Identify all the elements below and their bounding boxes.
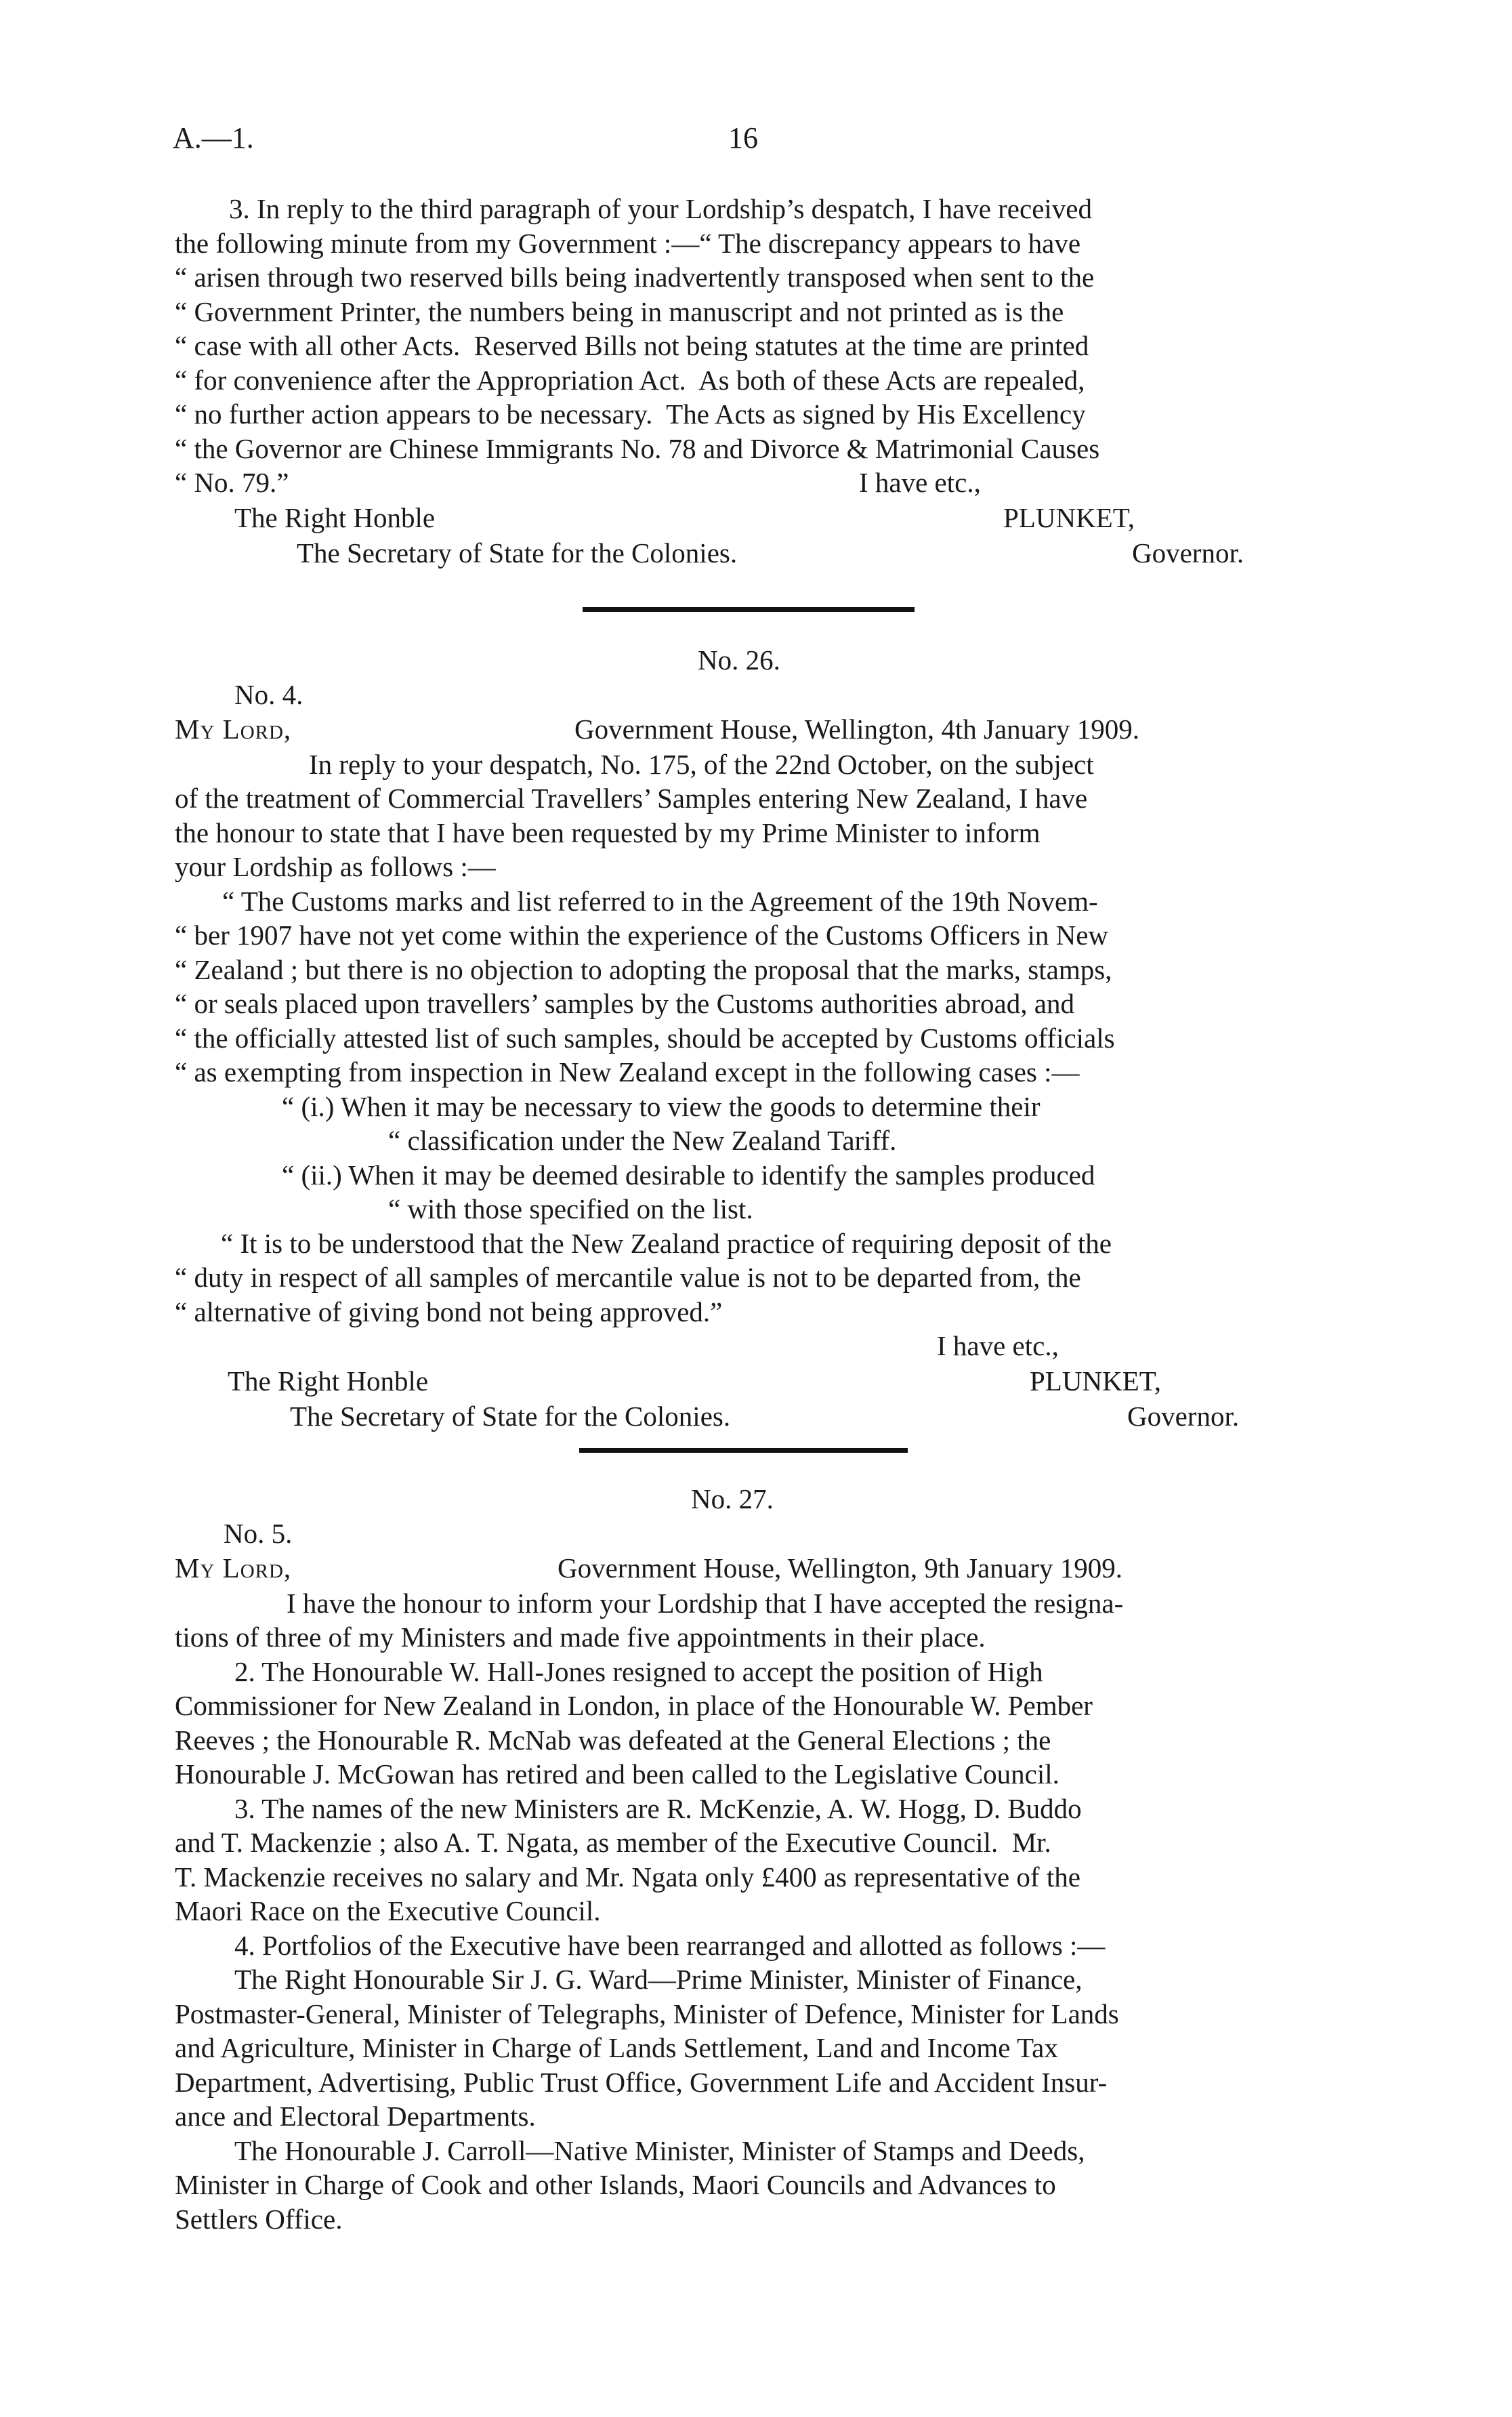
closing-phrase: I have etc.,: [859, 467, 981, 498]
salutation: My Lord,: [175, 713, 292, 745]
section-divider: [579, 1448, 908, 1453]
text-line: 3. In reply to the third paragraph of your Lordship’s despatch, I have received: [229, 193, 1092, 224]
text-line: and Agriculture, Minister in Charge of Lands Settlement, Land and Income Tax: [175, 2032, 1058, 2063]
quote-line: “ as exempting from inspection in New Zealand except in the following cases :—: [175, 1056, 1080, 1088]
section-no27: [175, 1516, 1326, 2236]
place-date: Government House, Wellington, 9th January 1909.: [558, 1552, 1123, 1584]
section-divider: [583, 607, 915, 612]
text-line: 4. Portfolios of the Executive have been rearranged and allotted as follows :—: [234, 1929, 1106, 1961]
signature: PLUNKET,: [1003, 502, 1135, 533]
section-no26: [175, 678, 1326, 1434]
quote-line: “ ber 1907 have not yet come within the experience of the Customs Officers in New: [175, 920, 1109, 951]
text-line: ance and Electoral Departments.: [175, 2101, 536, 2132]
text-line: In reply to your despatch, No. 175, of the 22nd October, on the subject: [309, 748, 1094, 780]
text-line: the following minute from my Government :—“ The discrepancy appears to have: [175, 227, 1081, 259]
text-line: your Lordship as follows :—: [175, 851, 496, 882]
text-line: the honour to state that I have been requested by my Prime Minister to inform: [175, 817, 1041, 848]
addressee-title: The Secretary of State for the Colonies.: [290, 1401, 731, 1432]
text-line: Maori Race on the Executive Council.: [175, 1895, 601, 1926]
text-line: “ arisen through two reserved bills being inadvertently transposed when sent to the: [175, 262, 1095, 293]
despatch-number: No. 4.: [234, 679, 303, 710]
quote-line: “ duty in respect of all samples of mercantile value is not to be departed from, the: [175, 1262, 1081, 1293]
text-line: Commissioner for New Zealand in London, in place of the Honourable W. Pember: [175, 1690, 1093, 1721]
addressee: The Right Honble: [234, 502, 436, 533]
text-line: of the treatment of Commercial Travellers’ Samples entering New Zealand, I have: [175, 783, 1088, 814]
text-line: “ no further action appears to be necessary. The Acts as signed by His Excellency: [175, 398, 1086, 430]
quote-line: “ It is to be understood that the New Zealand practice of requiring deposit of the: [221, 1227, 1112, 1259]
series-reference: A.—1.: [173, 121, 254, 154]
page-number: 16: [728, 121, 758, 154]
case-item: “ (i.) When it may be necessary to view the goods to determine their: [282, 1090, 1041, 1122]
text-line: “ Government Printer, the numbers being in manuscript and not printed as is the: [175, 295, 1064, 327]
text-line: “ for convenience after the Appropriation Act. As both of these Acts are repealed,: [175, 364, 1085, 396]
quote-line: “ or seals placed upon travellers’ samples by the Customs authorities abroad, and: [175, 988, 1074, 1019]
text-line: 2. The Honourable W. Hall-Jones resigned to accept the position of High: [234, 1655, 1043, 1687]
quote-line: “ The Customs marks and list referred to in the Agreement of the 19th Novem-: [222, 885, 1098, 917]
text-line: and T. Mackenzie ; also A. T. Ngata, as member of the Executive Council. Mr.: [175, 1827, 1051, 1858]
despatch-heading: No. 27.: [691, 1483, 774, 1514]
text-line: Postmaster-General, Minister of Telegraphs, Minister of Defence, Minister for Lands: [175, 1998, 1119, 2029]
text-line: I have the honour to inform your Lordship that I have accepted the resigna-: [287, 1587, 1124, 1619]
despatch-heading: No. 26.: [698, 644, 780, 676]
signature: PLUNKET,: [1030, 1365, 1161, 1397]
text-line: “ No. 79.”: [175, 467, 289, 498]
addressee-title: The Secretary of State for the Colonies.: [297, 537, 738, 569]
text-line: tions of three of my Ministers and made five appointments in their place.: [175, 1621, 986, 1653]
salutation: My Lord,: [175, 1552, 292, 1584]
closing-phrase: I have etc.,: [937, 1330, 1059, 1361]
text-line: “ case with all other Acts. Reserved Bills not being statutes at the time are printed: [175, 330, 1089, 361]
text-line: Minister in Charge of Cook and other Islands, Maori Councils and Advances to: [175, 2169, 1056, 2200]
text-line: 3. The names of the new Ministers are R. McKenzie, A. W. Hogg, D. Buddo: [234, 1792, 1082, 1824]
signature-title: Governor.: [1132, 537, 1244, 569]
case-item: “ (ii.) When it may be deemed desirable to identify the samples produced: [282, 1159, 1095, 1191]
text-line: Honourable J. McGowan has retired and been called to the Legislative Council.: [175, 1758, 1059, 1790]
text-line: The Right Honourable Sir J. G. Ward—Prime Minister, Minister of Finance,: [234, 1964, 1083, 1995]
section-no25-continuation: [175, 192, 1326, 571]
text-line: “ the Governor are Chinese Immigrants No. 78 and Divorce & Matrimonial Causes: [175, 432, 1100, 464]
case-item-continuation: “ classification under the New Zealand Tariff.: [388, 1125, 897, 1156]
case-item-continuation: “ with those specified on the list.: [388, 1193, 753, 1224]
despatch-number: No. 5.: [224, 1518, 293, 1549]
text-line: The Honourable J. Carroll—Native Minister, Minister of Stamps and Deeds,: [234, 2134, 1085, 2166]
quote-line: “ Zealand ; but there is no objection to adopting the proposal that the marks, stamps,: [175, 953, 1112, 985]
text-line: Department, Advertising, Public Trust Office, Government Life and Accident Insur-: [175, 2066, 1108, 2098]
text-line: T. Mackenzie receives no salary and Mr. Ngata only £400 as representative of the: [175, 1861, 1080, 1893]
place-date: Government House, Wellington, 4th January 1909.: [574, 713, 1140, 745]
text-line: Reeves ; the Honourable R. McNab was defeated at the General Elections ; the: [175, 1724, 1051, 1756]
quote-line: “ alternative of giving bond not being approved.”: [175, 1296, 723, 1327]
addressee: The Right Honble: [228, 1365, 429, 1397]
signature-title: Governor.: [1127, 1401, 1240, 1432]
text-line: Settlers Office.: [175, 2203, 343, 2235]
quote-line: “ the officially attested list of such samples, should be accepted by Customs officials: [175, 1022, 1115, 1054]
